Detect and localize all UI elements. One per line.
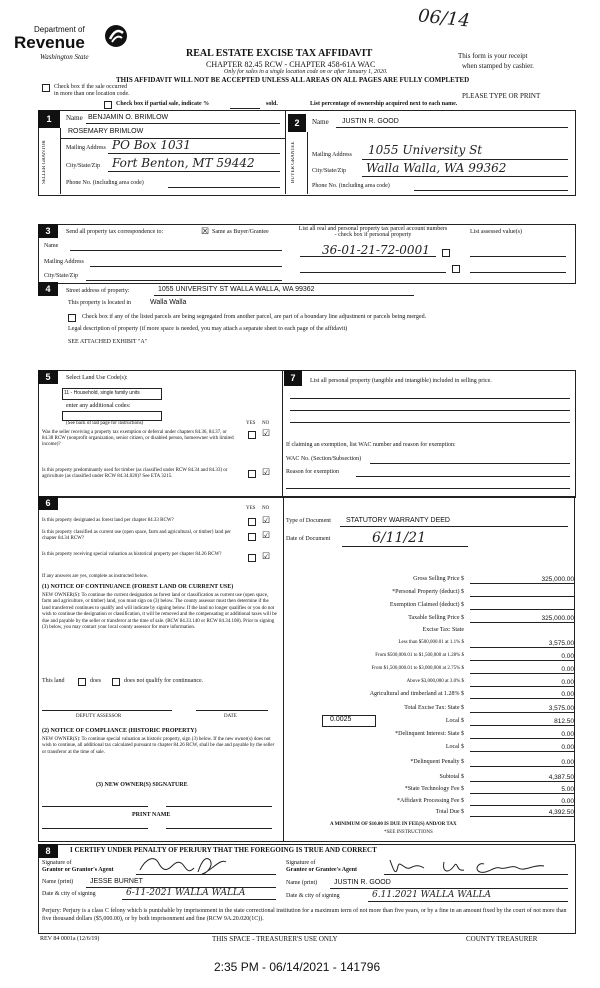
located-label: This property is located in [68, 300, 131, 306]
tax-row-value: 4,387.50 [548, 774, 574, 781]
buyer-side-label: BUYER GRANTEE [291, 141, 296, 183]
tax-row-label: Gross Selling Price $ [413, 576, 464, 582]
revenue-wordmark: Revenue [14, 33, 85, 52]
seller-city[interactable]: Fort Benton, MT 59442 [112, 156, 255, 170]
personal-property-label: List all personal property (tangible and intangible) included in selling price. [310, 378, 492, 384]
section-1-number: 1 [38, 110, 60, 128]
grantor-name[interactable]: JESSE BURNET [90, 878, 143, 885]
segregated-checkbox[interactable] [68, 314, 76, 322]
s5-question-1: Was the seller receiving a property tax exemption or deferral under chapters 84.36, 84.37, or 84.38 RCW (nonprofit organization, senior citizen, or disabled person, homeowner with limited income)? [42, 430, 234, 447]
buyer-city-label: City/State/Zip [312, 168, 346, 174]
dor-emblem-icon [104, 24, 128, 48]
valid-note: Only for sales in a single location code on or after January 1, 2020. [224, 69, 388, 75]
partial-sale-label: Check box if partial sale, indicate % [116, 101, 210, 107]
tax-row-value: 812.50 [554, 718, 574, 725]
form-chapter: CHAPTER 82.45 RCW - CHAPTER 458-61A WAC [206, 60, 376, 69]
tax-row-value: 0.00 [561, 679, 574, 686]
seller-phone-label: Phone No. (including area code) [66, 180, 144, 186]
s3-city-label: City/State/Zip [44, 273, 78, 279]
receipt-note-2: when stamped by cashier. [462, 62, 534, 70]
tax-row-label: Excise Tax: State [422, 627, 464, 633]
parties-divider [285, 110, 286, 194]
doc-date[interactable]: 6/11/21 [372, 530, 426, 546]
multi-location-checkbox[interactable] [42, 84, 50, 92]
section-2-number: 2 [288, 114, 306, 132]
new-owner-print-1[interactable] [42, 828, 148, 829]
does-label: does [90, 678, 101, 684]
county-treasurer-label: COUNTY TREASURER [466, 935, 538, 943]
additional-codes-input[interactable] [62, 411, 162, 421]
grantor-sig-label-1: Signature of [42, 860, 72, 866]
deputy-assessor-signature[interactable] [42, 710, 172, 711]
s6-no-header: NO [262, 506, 270, 511]
tax-row-label: From $1,500,000.01 to $3,000,000 at 2.75% $ [371, 666, 464, 671]
form-warning: THIS AFFIDAVIT WILL NOT BE ACCEPTED UNLESS ALL AREAS ON ALL PAGES ARE FULLY COMPLETED [116, 76, 470, 84]
s6-q2-yes-checkbox[interactable] [248, 533, 256, 541]
multi-location-label-2: in more than one location code. [54, 91, 130, 97]
seller-name-1[interactable]: BENJAMIN O. BRIMLOW [88, 114, 169, 121]
deputy-date-label: DATE [224, 714, 237, 719]
perjury-statement: Perjury: Perjury is a class C felony which is punishable by imprisonment in the state correctional institution for a maximum term of not more than five years, or by a fine in an amount fixed by the court of not more than five thousand dollars ($5,000.00), or by both imprisonment and fine (RCW 9A.20.020(1C)). [42, 908, 567, 922]
tax-row-label: *State Technology Fee $ [404, 786, 464, 792]
new-owner-signature-1[interactable] [42, 806, 148, 807]
legal-description[interactable]: SEE ATTACHED EXHIBIT "A" [68, 339, 148, 345]
tax-row-value: 0.00 [561, 691, 574, 698]
notice-compliance-body: NEW OWNER(S): To continue special valuation as historic property, sign (3) below. If the new owner(s) does not wish to continue, all additional tax calculated pursuant to chapter 84.26 RCW, shall be due and payable by the seller or transferor at the time of sale. [42, 737, 275, 755]
tax-row-label: Taxable Selling Price $ [408, 615, 464, 621]
grantee-name[interactable]: JUSTIN R. GOOD [334, 879, 391, 886]
seller-phone-field[interactable] [168, 187, 280, 188]
buyer-phone-label: Phone No. (including area code) [312, 183, 390, 189]
land-does-checkbox[interactable] [78, 678, 86, 686]
new-owner-signature-label: (3) NEW OWNER(S) SIGNATURE [96, 782, 188, 788]
buyer-name-1[interactable]: JUSTIN R. GOOD [342, 118, 399, 125]
section-3-number: 3 [38, 224, 58, 238]
tax-row-value: 3,575.00 [548, 705, 574, 712]
section-4-number: 4 [38, 282, 58, 296]
tax-row-value: 4,392.50 [548, 809, 574, 816]
s6-yes-header: YES [246, 506, 256, 511]
deputy-assessor-label: DEPUTY ASSESSOR [76, 714, 122, 719]
this-land-label: This land [42, 678, 65, 684]
assessed-header: List assessed value(s) [470, 229, 522, 235]
parcel-2-personal-checkbox[interactable] [452, 265, 460, 273]
treasurer-space-label: THIS SPACE - TREASURER'S USE ONLY [212, 935, 338, 943]
grantee-date-city[interactable]: 6.11.2021 WALLA WALLA [372, 890, 492, 900]
located-county[interactable]: Walla Walla [150, 299, 187, 306]
tax-row-value: 0.00 [561, 759, 574, 766]
wac-label: WAC No. (Section/Subsection) [286, 456, 362, 462]
tax-row-label: Total Due $ [435, 809, 464, 815]
tax-row-label: *Delinquent Penalty $ [410, 759, 464, 765]
print-name-label: PRINT NAME [132, 812, 171, 818]
seller-city-label: City/State/Zip [66, 163, 100, 169]
s3-name-label: Name [44, 243, 59, 249]
partial-sale-checkbox[interactable] [104, 101, 112, 109]
s6-q3-yes-checkbox[interactable] [248, 554, 256, 562]
wac-field[interactable] [370, 463, 570, 464]
s5-q2-no-checkbox[interactable]: ☑ [262, 467, 271, 477]
notice-continuance-body: NEW OWNER(S): To continue the current designation as forest land or classification as current use (open space, farm and agriculture, or timber) land, you must sign on (3) below. The county assessor must then determine if the land transferred continues to qualify and will indicate by signing below. If the land no longer qualifies or you do not wish to continue the designation or classification, it will be removed and the compensating or additional taxes will be due and payable by the seller or transferor at the time of sale. (RCW 84.33.140 or RCW 84.34.108). Prior to signing (3) below, you may contact your local county assessor for more information. [42, 593, 277, 631]
street-label: Street address of property: [66, 288, 130, 294]
s6-question-1: Is this property designated as forest land per chapter 84.33 RCW? [42, 518, 174, 523]
tax-row-label: *Affidavit Processing Fee $ [396, 798, 464, 804]
doc-date-label: Date of Document [286, 536, 331, 542]
section-5-number: 5 [38, 370, 58, 384]
notice-compliance-title: (2) NOTICE OF COMPLIANCE (HISTORIC PROPERTY) [42, 728, 197, 734]
assessed-value-1[interactable] [470, 256, 566, 257]
if-yes-note: If any answers are yes, complete as instructed below. [42, 574, 149, 579]
section-6-box [38, 496, 284, 842]
buyer-mailing-label: Mailing Address [312, 152, 352, 158]
s5-q1-no-checkbox[interactable]: ☑ [262, 428, 271, 438]
receipt-note-1: This form is your receipt [458, 52, 528, 60]
segregated-label: Check box if any of the listed parcels are being segregated from another parcel, are part of a boundary line adjustment or parcels being merged. [82, 314, 427, 320]
tax-row-label: Total Excise Tax: State $ [404, 705, 464, 711]
doc-type-label: Type of Document [286, 518, 331, 524]
tax-row-value: 325,000.00 [541, 576, 574, 583]
tax-row-label: Above $3,000,000 at 3.0% $ [406, 679, 464, 684]
seller-mailing[interactable]: PO Box 1031 [112, 138, 191, 152]
tax-row-value: 0.00 [561, 666, 574, 673]
does-not-label: does not qualify for continuance. [124, 678, 204, 684]
minimum-fee-note: A MINIMUM OF $10.00 IS DUE IN FEE(S) AND/OR TAX [330, 822, 457, 827]
buyer-name-label: Name [312, 118, 329, 126]
s6-question-3: Is this property receiving special valuation as historical property per chapter 84.26 RCW? [42, 552, 222, 557]
buyer-city[interactable]: Walla Walla, WA 99362 [366, 161, 507, 175]
dept-label: Department of [34, 25, 85, 34]
tax-row-value: 5.00 [561, 786, 574, 793]
ownership-note: List percentage of ownership acquired next to each name. [310, 101, 458, 107]
legal-description-label: Legal description of property (if more space is needed, you may attach a separate sheet to each page of the affidavit) [68, 326, 348, 332]
tax-row-label: Agricultural and timberland at 1.28% $ [369, 691, 464, 697]
s3-mailing-label: Mailing Address [44, 259, 84, 265]
s6-q2-no-checkbox[interactable]: ☑ [262, 530, 271, 540]
tax-row-label: From $500,000.01 to $1,500,000 at 1.28% $ [375, 653, 464, 658]
state-label: Washington State [40, 53, 89, 61]
s5-no-header: NO [262, 421, 270, 426]
exemption-label: If claiming an exemption, list WAC number and reason for exemption: [286, 442, 456, 448]
section-8-number: 8 [38, 844, 58, 858]
form-title: REAL ESTATE EXCISE TAX AFFIDAVIT [186, 48, 373, 59]
recording-stamp: 2:35 PM - 06/14/2021 - 141796 [214, 960, 381, 974]
certify-statement: I CERTIFY UNDER PENALTY OF PERJURY THAT THE FOREGOING IS TRUE AND CORRECT [70, 846, 377, 854]
new-owner-signature-2[interactable] [166, 806, 272, 807]
s5-question-2: Is this property predominantly used for timber (as classified under RCW 84.34 and 84.33) or agriculture (as classified under RCW 84.34.020)? See ETA 3215. [42, 468, 228, 479]
seller-side-label: SELLER GRANTOR [42, 140, 47, 184]
land-use-value: 11 - Household, single family units [64, 390, 140, 396]
tax-row-value: 325,000.00 [541, 615, 574, 622]
deputy-date-field[interactable] [196, 710, 268, 711]
buyer-mailing[interactable]: 1055 University St [368, 143, 483, 157]
tax-row-label: *Personal Property (deduct) $ [392, 589, 464, 595]
s6-q3-no-checkbox[interactable]: ☑ [262, 551, 271, 561]
s5-yes-header: YES [246, 421, 256, 426]
notice-continuance-title: (1) NOTICE OF CONTINUANCE (FOREST LAND OR CURRENT USE) [42, 584, 234, 590]
section-6-number: 6 [38, 496, 58, 510]
s5-q2-yes-checkbox[interactable] [248, 470, 256, 478]
street-address[interactable]: 1055 UNIVERSITY ST WALLA WALLA, WA 99362 [158, 286, 315, 293]
grantor-date-city[interactable]: 6-11-2021 WALLA WALLA [126, 888, 246, 898]
tax-row-value: 0.00 [561, 744, 574, 751]
s5-q1-yes-checkbox[interactable] [248, 431, 256, 439]
local-rate: 0.0025 [330, 716, 352, 723]
tax-row-label: Exemption Claimed (deduct) $ [389, 602, 464, 608]
tax-row-value: 0.00 [561, 653, 574, 660]
seller-mailing-label: Mailing Address [66, 145, 106, 151]
sold-label: sold. [266, 101, 278, 107]
buyer-phone-field[interactable] [414, 190, 568, 191]
s6-q1-no-checkbox[interactable]: ☑ [262, 515, 271, 525]
seller-name-label: Name [66, 114, 83, 122]
grantee-date-label: Date & city of signing [286, 893, 340, 899]
new-owner-print-2[interactable] [166, 828, 272, 829]
tax-row-label: Less than $500,000.01 at 1.1% $ [398, 640, 464, 645]
tax-row-label: Local $ [445, 718, 464, 724]
reason-field[interactable] [356, 476, 570, 477]
section-7-number: 7 [284, 370, 302, 386]
additional-codes-label: enter any additional codes: [66, 403, 131, 409]
grantee-name-label: Name (print) [286, 880, 318, 886]
reason-label: Reason for exemption [286, 469, 339, 475]
same-as-buyer-checkbox[interactable]: ☒ [201, 226, 210, 236]
s6-q1-yes-checkbox[interactable] [248, 518, 256, 526]
multi-location-label-1: Check box if the sale occurred [54, 84, 128, 90]
print-note: PLEASE TYPE OR PRINT [462, 92, 541, 100]
parcel-1-personal-checkbox[interactable] [442, 249, 450, 257]
handwritten-date-stamp: 06/14 [417, 5, 471, 32]
seller-name-2[interactable]: ROSEMARY BRIMLOW [68, 128, 144, 135]
land-does-not-checkbox[interactable] [112, 678, 120, 686]
grantor-sig-label-2: Grantor or Grantor's Agent [42, 867, 114, 873]
grantor-name-label: Name (print) [42, 879, 74, 885]
see-back-note: (See back of last page for instructions) [66, 421, 144, 426]
tax-row-value: 0.00 [561, 798, 574, 805]
parcel-header: List all real and personal property tax parcel account numbers - check box if personal property [298, 226, 448, 238]
same-as-buyer-label: Same as Buyer/Grantee [212, 229, 269, 235]
s6-question-2: Is this property classified as current use (open space, farm and agricultural, or timber) land per chapter 84.34 RCW? [42, 530, 231, 541]
grantee-sig-label-1: Signature of [286, 860, 316, 866]
tax-row-value: 0.00 [561, 731, 574, 738]
tax-row-label: Local $ [445, 744, 464, 750]
grantee-sig-label-2: Grantee or Grantee's Agent [286, 867, 358, 873]
tax-row-label: *Delinquent Interest: State $ [395, 731, 464, 737]
see-instructions-note: *SEE INSTRUCTIONS [384, 830, 433, 835]
doc-type[interactable]: STATUTORY WARRANTY DEED [346, 517, 450, 524]
grantor-date-label: Date & city of signing [42, 891, 96, 897]
send-correspondence-label: Send all property tax correspondence to: [66, 229, 164, 235]
tax-row-label: Subtotal $ [439, 774, 464, 780]
parcel-number-1[interactable]: 36-01-21-72-0001 [322, 243, 430, 257]
partial-sale-percent-field[interactable] [230, 108, 260, 109]
tax-row-value: 3,575.00 [548, 640, 574, 647]
land-use-label: Select Land Use Code(s): [66, 375, 128, 381]
form-revision: REV 84 0001a (12/6/19) [40, 936, 100, 942]
